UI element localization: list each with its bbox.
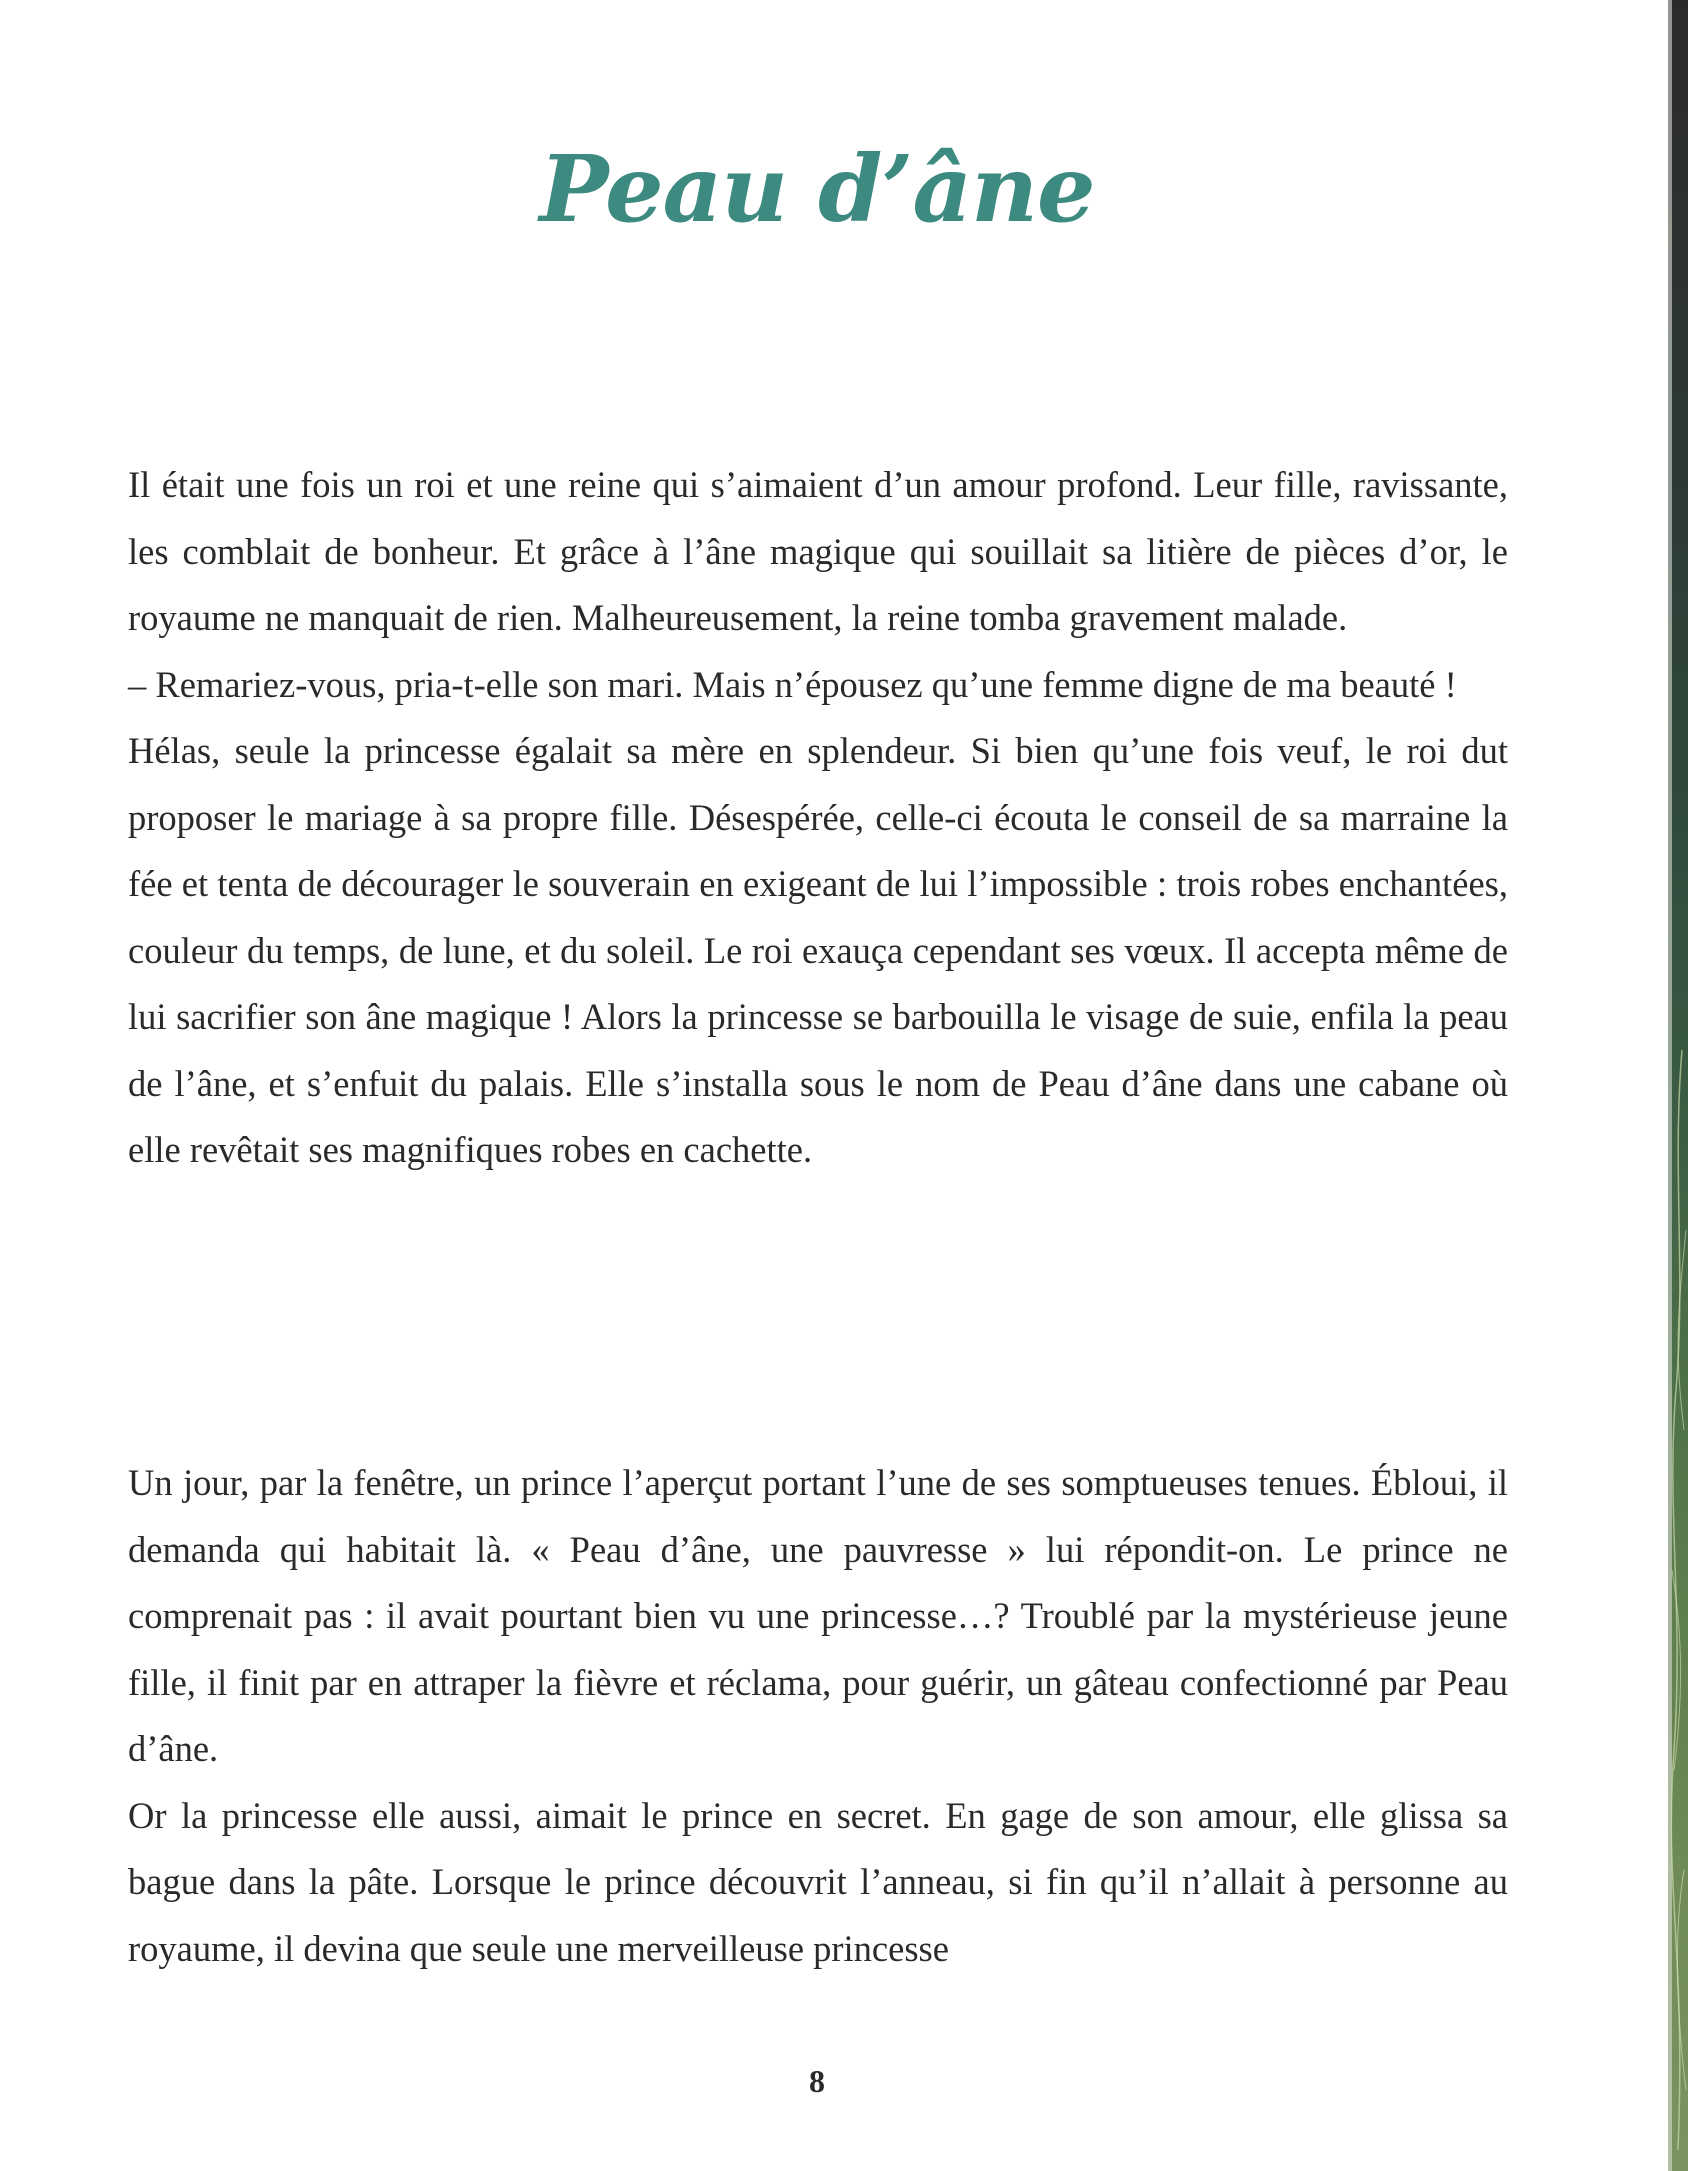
paragraph: Or la princesse elle aussi, aimait le prince en secret. En gage de son amour, elle glissa sa bague dans la pâte. Lorsque le prince découvrit l’anneau, si fin qu’il n’allait à personne au royaume, il devina que seule une merveilleuse princesse [128,1794,1508,1969]
paragraph: – Remariez-vous, pria-t-elle son mari. Mais n’épousez qu’une femme digne de ma beauté ! [128,663,1457,705]
story-section-2 [128,1450,1508,1982]
paragraph: Hélas, seule la princesse égalait sa mère en splendeur. Si bien qu’une fois veuf, le roi dut proposer le mariage à sa propre fille. Désespérée, celle-ci écouta le conseil de sa marraine la fée et tenta de décourager le souverain en exigeant de lui l’impossible : trois robes enchantées, couleur du temps, de lune, et du soleil. Le roi exauça cependant ses vœux. Il accepta même de lui sacrifier son âne magique ! Alors la princesse se barbouilla le visage de suie, enfila la peau de l’âne, et s’enfuit du palais. Elle s’installa sous le nom de Peau d’âne dans une cabane où elle revêtait ses magnifiques robes en cachette. [128,730,1508,1170]
vine-decoration [1668,1050,1688,2150]
story-section-1 [128,452,1508,1184]
page-title: Peau d’âne [539,135,1095,243]
paragraph: Il était une fois un roi et une reine qui s’aimaient d’un amour profond. Leur fille, ravissante, les comblait de bonheur. Et grâce à l’âne magique qui souillait sa litière de pièces d’or, le royaume ne manquait de rien. Malheureusement, la reine tomba gravement malade. [128,464,1508,638]
paragraph: Un jour, par la fenêtre, un prince l’aperçut portant l’une de ses somptueuses tenues. Ébloui, il demanda qui habitait là. « Peau d’âne, une pauvresse » lui répondit-on. Le prince ne comprenait pas : il avait pourtant bien vu une princesse…? Troublé par la mystérieuse jeune fille, il finit par en attraper la fièvre et réclama, pour guérir, un gâteau confectionné par Peau d’âne. [128,1462,1508,1769]
page-number: 8 [809,2063,825,2099]
